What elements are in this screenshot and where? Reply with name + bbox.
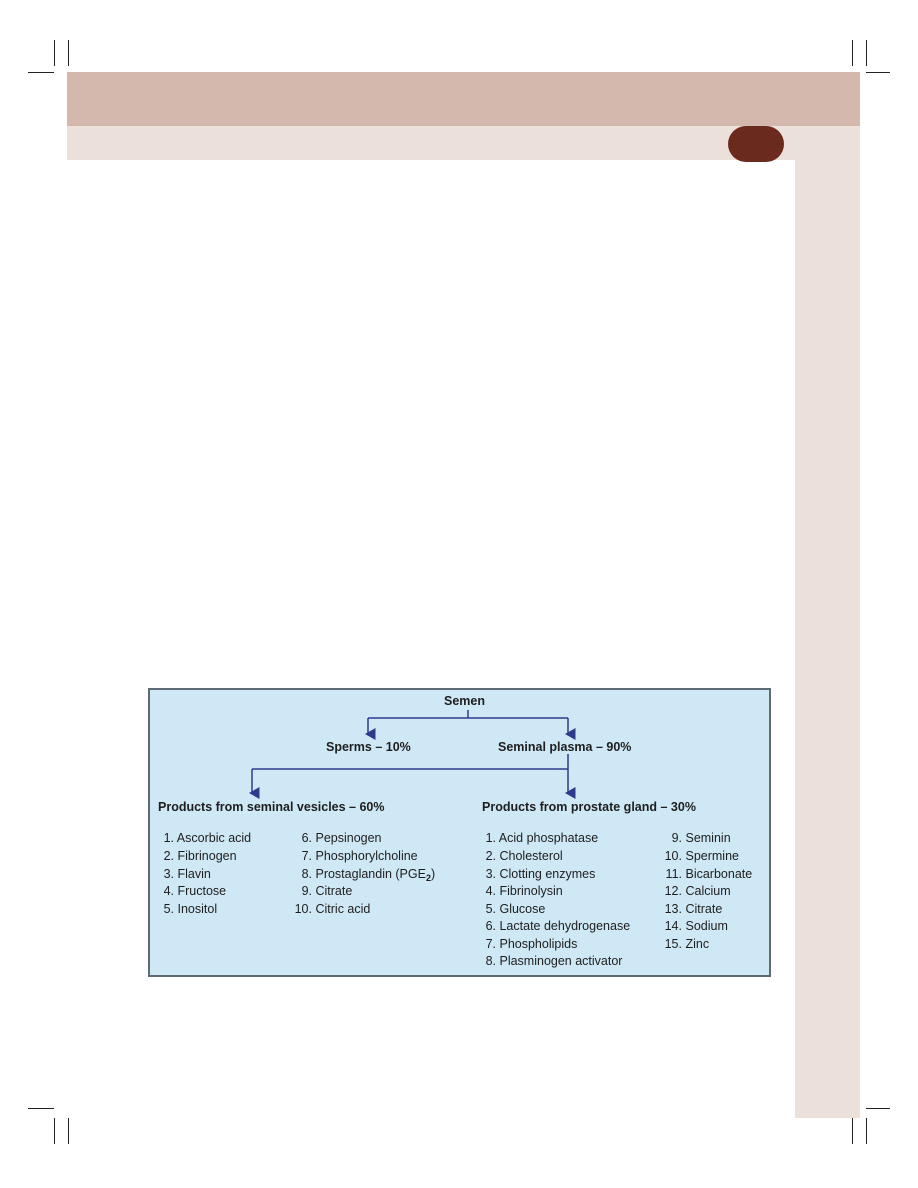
list-item: 4. Fructose: [163, 884, 227, 898]
list-item: 4. Fibrinolysin: [485, 884, 563, 898]
page-number-badge: [728, 126, 784, 162]
list-item: 15. Zinc: [664, 937, 710, 951]
list-item: 2. Fibrinogen: [163, 849, 237, 863]
heading-seminal-vesicles: Products from seminal vesicles – 60%: [158, 800, 385, 814]
list-item: 1. Ascorbic acid: [163, 831, 252, 845]
list-item: 12. Calcium: [664, 884, 731, 898]
list-item: 13. Citrate: [664, 902, 723, 916]
margin-column: [795, 160, 860, 1118]
semen-composition-flowchart: [148, 688, 771, 977]
list-item: 7. Phosphorylcholine: [301, 849, 418, 863]
node-semen: Semen: [444, 694, 485, 708]
list-item: 9. Citrate: [301, 884, 353, 898]
list-item: 6. Pepsinogen: [301, 831, 382, 845]
list-item: 1. Acid phosphatase: [485, 831, 599, 845]
list-item: 14. Sodium: [664, 919, 728, 933]
list-item: 3. Flavin: [163, 867, 211, 881]
list-item: 2. Cholesterol: [485, 849, 563, 863]
list-item: 7. Phospholipids: [485, 937, 578, 951]
list-item: 8. Prostaglandin $(PGE_2)$: [301, 867, 436, 883]
list-item: 9. Seminin: [671, 831, 731, 845]
list-item: 8. Plasminogen activator: [485, 954, 623, 968]
header-band: [67, 72, 860, 126]
list-item: 11. Bicarbonate: [665, 867, 753, 881]
node-sperms: Sperms – 10%: [326, 740, 411, 754]
node-seminal-plasma: Seminal plasma – 90%: [498, 740, 632, 754]
list-item: 10. Spermine: [664, 849, 739, 863]
list-item: 5. Glucose: [485, 902, 546, 916]
list-item: 10. Citric acid: [294, 902, 371, 916]
list-item: 5. Inositol: [163, 902, 218, 916]
list-item: 6. Lactate dehydrogenase: [485, 919, 631, 933]
heading-prostate-gland: Products from prostate gland – 30%: [482, 800, 696, 814]
list-item: 3. Clotting enzymes: [485, 867, 596, 881]
